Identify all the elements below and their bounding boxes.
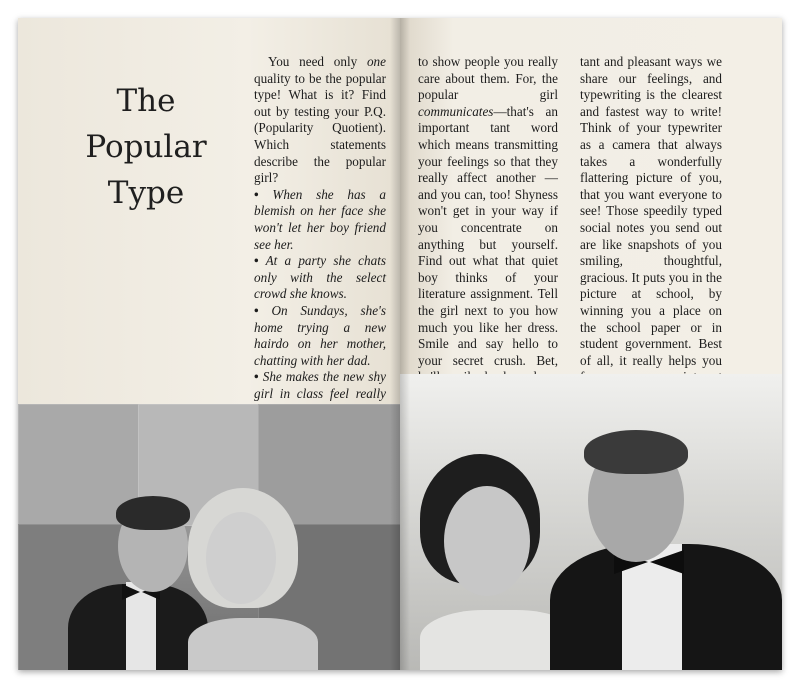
photo-couple-right xyxy=(400,374,782,670)
intro-paragraph: You need only one quality to be the popular type! What is it? Find out by testing your P.Q. (Popularity Quotient). Which statements describe the popular girl? xyxy=(254,54,386,186)
quiz-statement: • She makes the new shy girl in class feel really xyxy=(254,369,386,401)
page-title xyxy=(76,78,216,216)
quiz-statement: • On Sundays, she's home trying a new hairdo on her mother, chatting with her dad. xyxy=(254,302,386,368)
left-page xyxy=(18,18,400,670)
booklet-spread xyxy=(18,18,782,670)
title-line: Popular xyxy=(85,129,207,165)
spine-gutter xyxy=(390,18,410,670)
body-paragraph: to show people you really care about them. For, the popular girl communicates—that's an important tant word which means transmitting your feelings so that they really affect another — and you can, too! Shyness won't get in your way if you concentrate on anything but yourself. Find out what that quiet boy thinks of your literature assignment. Tell the girl next to you how much you like her dress. Smile and say hello to your secret crush. Bet, xyxy=(418,54,558,368)
title-line: Type xyxy=(107,175,185,211)
quiz-statement: • When she has a blemish on her face she won't let her boy friend see her. xyxy=(254,186,386,252)
right-page xyxy=(400,18,782,670)
title-line: The xyxy=(116,83,176,119)
quiz-statement: • At a party she chats only with the select crowd she knows. xyxy=(254,253,386,302)
photo-couple-left xyxy=(18,404,400,670)
body-paragraph: tant and pleasant ways we share our feelings, and typewriting is the clearest and fastest way to write! Think of your typewriter as a camera that always takes a wonderfully flattering picture of you, that you want everyone to see! Those speedily typed social notes you send out are like snapshots of you smiling, thoughtful, gracious. It puts you in the picture at school, by winning you a place on the school paper or in student government. Best of all, it really helps you xyxy=(580,54,722,368)
